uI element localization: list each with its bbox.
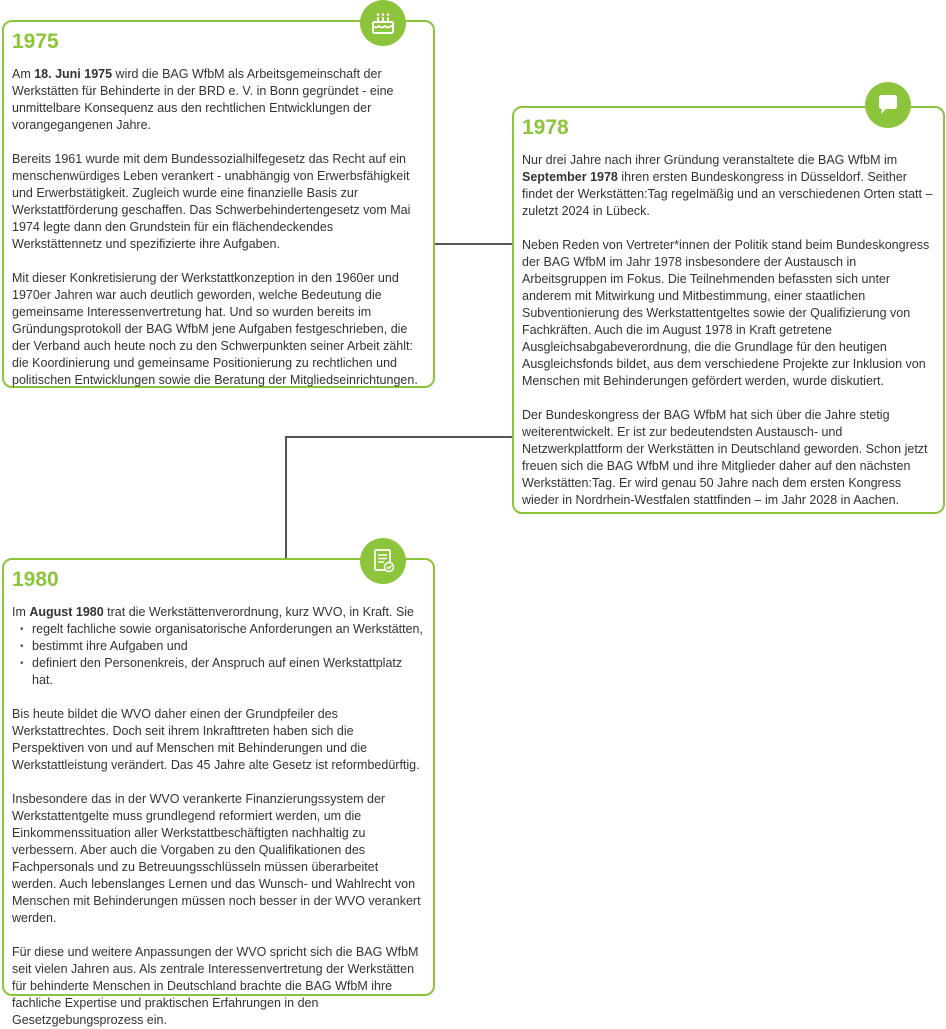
list-item: • definiert den Personenkreis, der Anspruch auf einen Werkstattplatz hat.: [32, 655, 423, 689]
timeline-card-1978: [512, 106, 945, 514]
document-check-icon: [360, 538, 406, 584]
card-paragraph: Für diese und weitere Anpassungen der WVO spricht sich die BAG WfbM seit vielen Jahren aus. Als zentrale Interessenvertretung der Werkstätten für behinderte Menschen in Deutschland brachte die BAG WfbM ihre fachliche Expertise und praktischen Erfahrungen in den Gesetzgebungsprozess ein.: [12, 945, 419, 1027]
card-year: 1978: [522, 116, 569, 139]
speech-bubble-icon: [865, 82, 911, 128]
birthday-cake-icon: [360, 0, 406, 46]
list-item: • regelt fachliche sowie organisatorische Anforderungen an Werkstätten,: [32, 621, 423, 638]
card-paragraph: Bis heute bildet die WVO daher einen der Grundpfeiler des Werkstattrechtes. Doch seit ihrem Inkrafttreten haben sich die Perspektiven von und auf Menschen mit Behinderungen und die Werkstattleistung verändert. Das 45 Jahre alte Gesetz ist reformbedürftig.: [12, 707, 420, 772]
card-paragraph: Im August 1980 trat die Werkstättenverordnung, kurz WVO, in Kraft. Sie: [12, 605, 415, 619]
timeline-card-1975: [2, 20, 435, 388]
card-paragraph: Mit dieser Konkretisierung der Werkstattkonzeption in den 1960er und 1970er Jahren war auch deutlich geworden, welche Bedeutung die gemeinsame Interessenvertretung hat. Und so wurden bereits im Gründungsprotokoll der BAG WfbM jene Aufgaben festgeschrieben, die der Verband auch heute noch zu den Schwerpunkten seiner Arbeit zählt: die Koordinierung und gemeinsame Positionierung zu rechtlichen und politischen Entwicklungen sowie die Beratung der Mitgliedseinrichtungen.: [12, 271, 418, 387]
card-paragraph: Neben Reden von Vertreter*innen der Politik stand beim Bundeskongress der BAG WfbM im Jahr 1978 insbesondere der Austausch in Arbeitsgruppen im Fokus. Die Teilnehmenden befassten sich unter anderem mit Mitwirkung und Mitbestimmung, einer staatlichen Subventionierung des Werkstattentgeltes sowie der Qualifizierung von Fachkräften. Auch die im August 1978 in Kraft getretene Ausgleichsabgabeverordnung, die die Grundlage für den heutigen Ausgleichsfonds bildet, aus dem verschiedene Projekte zur Inklusion von Menschen mit Behinderungen gefördert werden, wurde diskutiert.: [522, 238, 930, 388]
list-item: • bestimmt ihre Aufgaben und: [32, 638, 423, 655]
bullet-list: [12, 621, 423, 689]
card-year: 1975: [12, 30, 59, 53]
card-paragraph: Am 18. Juni 1975 wird die BAG WfbM als Arbeitsgemeinschaft der Werkstätten für Behinderte in der BRD e. V. in Bonn gegründet - eine unmittelbare Konsequenz aus den rechtlichen Entwicklungen der vorangegangenen Jahre.: [12, 67, 394, 132]
card-paragraph: Nur drei Jahre nach ihrer Gründung veranstaltete die BAG WfbM im September 1978 ihren ersten Bundeskongress in Düsseldorf. Seither findet der Werkstätten:Tag regelmäßig und an verschiedenen Orten statt – zuletzt 2024 in Lübeck.: [522, 153, 933, 218]
card-paragraph: Der Bundeskongress der BAG WfbM hat sich über die Jahre stetig weiterentwickelt. Er ist zur bedeutendsten Austausch- und Netzwerkplattform der Werkstätten in Deutschland geworden. Schon jetzt freuen sich die BAG WfbM und ihre Mitglieder daher auf den nächsten Werkstätten:Tag. Er wird genau 50 Jahre nach dem ersten Kongress wieder in Nordrhein-Westfalen stattfinden – im Jahr 2028 in Aachen.: [522, 408, 928, 507]
card-paragraph: Insbesondere das in der WVO verankerte Finanzierungssystem der Werkstattentgelte muss grundlegend reformiert werden, um die Einkommenssituation aller Werkstattbeschäftigten nachhaltig zu verbessern. Aber auch die Vorgaben zu den Qualifikationen des Fachpersonals und zu Betreuungsschlüsseln müssen überarbeitet werden. Auch lebenslanges Lernen und das Wunsch- und Wahlrecht von Menschen mit Behinderungen müssen noch besser in der WVO verankert werden.: [12, 792, 421, 925]
highlight-date: September 1978: [522, 170, 618, 184]
connector-line-1978-1980-vertical: [285, 436, 287, 558]
highlight-date: 18. Juni 1975: [34, 67, 113, 81]
card-paragraph: Bereits 1961 wurde mit dem Bundessozialhilfegesetz das Recht auf ein menschenwürdiges Leben verankert - unabhängig von Erwerbsfähigkeit und Erwerbstätigkeit. Zugleich wurde eine finanzielle Basis zur Werkstattförderung geschaffen. Das Schwerbehindertengesetz vom Mai 1974 legte dann den Grundstein für ein flächendeckendes Werkstättennetz und spezifizierte ihre Aufgaben.: [12, 152, 411, 251]
connector-line-1975-1978: [435, 243, 512, 245]
connector-line-1978-1980-horizontal: [285, 436, 512, 438]
card-year: 1980: [12, 568, 59, 591]
timeline-card-1980: [2, 558, 435, 1027]
highlight-date: August 1980: [29, 605, 104, 619]
